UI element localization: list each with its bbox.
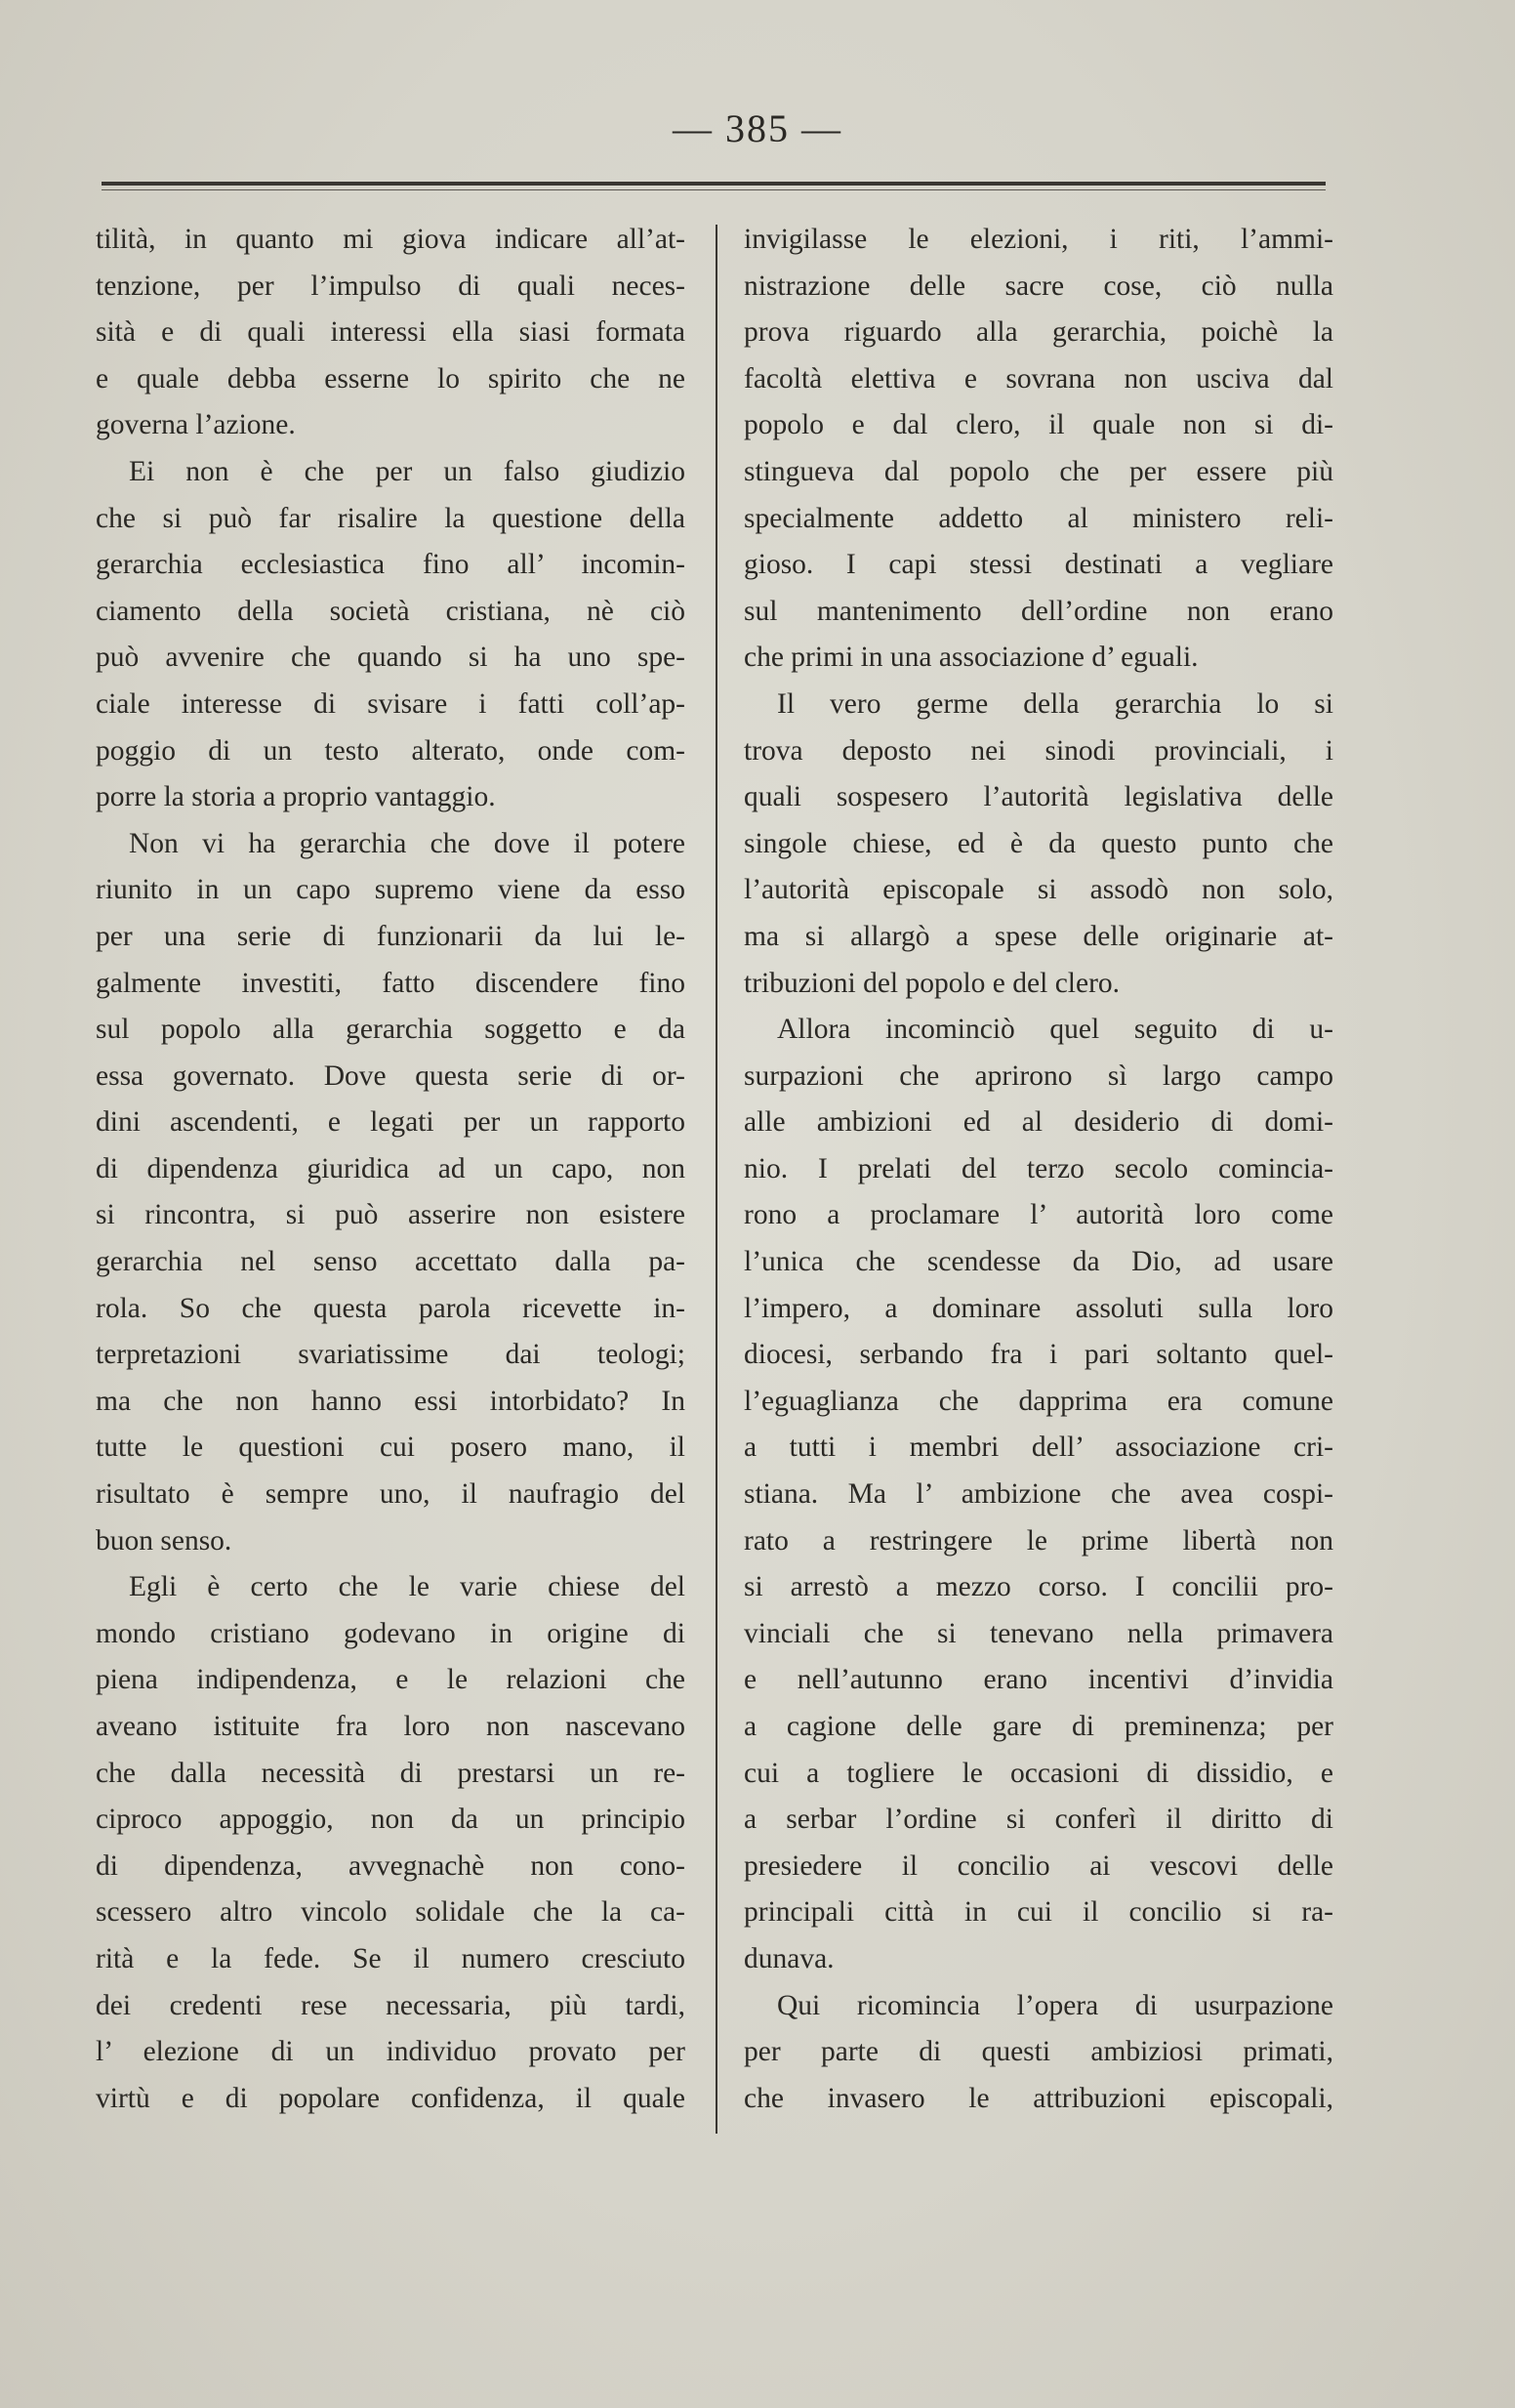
text-line: gerarchia nel senso accettato dalla pa-: [96, 1246, 685, 1278]
text-line: ciamento della società cristiana, nè ciò: [96, 595, 685, 627]
text-line: dunava.: [744, 1942, 835, 1974]
column-divider: [716, 225, 717, 2134]
text-line: che dalla necessità di prestarsi un re-: [96, 1757, 685, 1789]
text-line: poggio di un testo alterato, onde com-: [96, 734, 685, 767]
text-line: rità e la fede. Se il numero cresciuto: [96, 1942, 685, 1974]
text-line: risultato è sempre uno, il naufragio del: [96, 1478, 685, 1511]
text-line: si rincontra, si può asserire non esistere: [96, 1199, 685, 1231]
text-line: ma si allargò a spese delle originarie at-: [744, 920, 1333, 952]
text-line: a tutti i membri dell’ associazione cri-: [744, 1432, 1333, 1464]
text-line: governa l’azione.: [96, 409, 296, 441]
text-line: porre la storia a proprio vantaggio.: [96, 781, 496, 813]
text-line: l’autorità episcopale si assodò non solo,: [744, 874, 1333, 906]
text-line: quali sospesero l’autorità legislativa delle: [744, 781, 1333, 813]
text-line: dei credenti rese necessaria, più tardi,: [96, 1989, 685, 2021]
text-line: sul popolo alla gerarchia soggetto e da: [96, 1014, 685, 1046]
text-line: a cagione delle gare di preminenza; per: [744, 1711, 1333, 1742]
text-line: presiedere il concilio ai vescovi delle: [744, 1849, 1333, 1882]
text-line: essa governato. Dove questa serie di or-: [96, 1059, 685, 1092]
text-line: Egli è certo che le varie chiese del: [129, 1571, 685, 1603]
text-line: l’unica che scendesse da Dio, ad usare: [744, 1246, 1333, 1278]
header-rule-thin: [102, 189, 1326, 190]
text-line: alle ambizioni ed al desiderio di domi-: [744, 1106, 1333, 1139]
text-line: per una serie di funzionarii da lui le-: [96, 920, 685, 952]
text-line: si arrestò a mezzo corso. I concilii pro-: [744, 1571, 1333, 1603]
text-line: e nell’autunno erano incentivi d’invidia: [744, 1664, 1333, 1696]
text-line: dini ascendenti, e legati per un rapporto: [96, 1106, 685, 1139]
text-line: nistrazione delle sacre cose, ciò nulla: [744, 270, 1333, 302]
text-line: di dipendenza, avvegnachè non cono-: [96, 1849, 685, 1882]
text-line: tribuzioni del popolo e del clero.: [744, 967, 1121, 999]
text-line: virtù e di popolare confidenza, il quale: [96, 2082, 685, 2114]
text-line: Non vi ha gerarchia che dove il potere: [129, 827, 685, 859]
text-line: surpazioni che aprirono sì largo campo: [744, 1059, 1333, 1092]
text-line: vinciali che si tenevano nella primavera: [744, 1617, 1333, 1649]
text-line: a serbar l’ordine si conferì il diritto di: [744, 1804, 1333, 1836]
text-line: principali città in cui il concilio si ra-: [744, 1896, 1333, 1929]
text-line: trova deposto nei sinodi provinciali, i: [744, 734, 1333, 767]
text-line: popolo e dal clero, il quale non si di-: [744, 409, 1333, 441]
text-line: sità e di quali interessi ella siasi formata: [96, 316, 685, 349]
text-line: che primi in una associazione d’ eguali.: [744, 642, 1199, 674]
text-line: piena indipendenza, e le relazioni che: [96, 1664, 685, 1696]
text-line: galmente investiti, fatto discendere fino: [96, 967, 685, 999]
text-line: prova riguardo alla gerarchia, poichè la: [744, 316, 1333, 349]
text-line: Allora incominciò quel seguito di u-: [777, 1014, 1333, 1046]
text-line: gioso. I capi stessi destinati a vegliare: [744, 549, 1333, 581]
text-line: e quale debba esserne lo spirito che ne: [96, 362, 685, 394]
text-line: diocesi, serbando fra i pari soltanto quel-: [744, 1339, 1333, 1371]
text-line: tilità, in quanto mi giova indicare all’at-: [96, 224, 685, 255]
text-line: gerarchia ecclesiastica fino all’ incomin-: [96, 549, 685, 581]
text-line: cui a togliere le occasioni di dissidio, e: [744, 1757, 1333, 1789]
header-rule: [102, 182, 1326, 186]
text-line: buon senso.: [96, 1524, 232, 1557]
text-line: stingueva dal popolo che per essere più: [744, 455, 1333, 487]
text-line: rola. So che questa parola ricevette in-: [96, 1292, 685, 1324]
text-line: di dipendenza giuridica ad un capo, non: [96, 1152, 685, 1184]
text-line: ma che non hanno essi intorbidato? In: [96, 1385, 685, 1417]
text-line: tutte le questioni cui posero mano, il: [96, 1432, 685, 1464]
left-column: [96, 217, 685, 2122]
text-line: che si può far risalire la questione della: [96, 502, 685, 534]
text-line: l’ elezione di un individuo provato per: [96, 2036, 685, 2068]
text-line: scessero altro vincolo solidale che la ca-: [96, 1896, 685, 1929]
text-line: invigilasse le elezioni, i riti, l’ammi-: [744, 224, 1333, 255]
text-line: specialmente addetto al ministero reli-: [744, 502, 1333, 534]
text-line: stiana. Ma l’ ambizione che avea cospi-: [744, 1478, 1333, 1511]
text-line: tenzione, per l’impulso di quali neces-: [96, 270, 685, 302]
text-line: per parte di questi ambiziosi primati,: [744, 2036, 1333, 2068]
text-line: ciproco appoggio, non da un principio: [96, 1804, 685, 1836]
right-column: [744, 217, 1333, 2122]
text-line: singole chiese, ed è da questo punto che: [744, 827, 1333, 859]
text-line: mondo cristiano godevano in origine di: [96, 1617, 685, 1649]
text-line: può avvenire che quando si ha uno spe-: [96, 642, 685, 674]
text-line: rono a proclamare l’ autorità loro come: [744, 1199, 1333, 1231]
text-line: sul mantenimento dell’ordine non erano: [744, 595, 1333, 627]
text-line: l’eguaglianza che dapprima era comune: [744, 1385, 1333, 1417]
page-number: — 385 —: [673, 106, 842, 150]
text-line: ciale interesse di svisare i fatti coll’ap-: [96, 687, 685, 720]
text-line: Qui ricomincia l’opera di usurpazione: [777, 1989, 1333, 2021]
text-line: Il vero germe della gerarchia lo si: [777, 687, 1333, 720]
text-line: Ei non è che per un falso giudizio: [129, 455, 685, 487]
text-line: aveano istituite fra loro non nascevano: [96, 1711, 685, 1742]
text-line: nio. I prelati del terzo secolo comincia-: [744, 1152, 1333, 1184]
text-line: rato a restringere le prime libertà non: [744, 1524, 1333, 1557]
text-line: l’impero, a dominare assoluti sulla loro: [744, 1292, 1333, 1324]
text-line: che invasero le attribuzioni episcopali,: [744, 2082, 1333, 2114]
text-line: riunito in un capo supremo viene da esso: [96, 874, 685, 906]
text-line: terpretazioni svariatissime dai teologi;: [96, 1339, 685, 1371]
text-line: facoltà elettiva e sovrana non usciva dal: [744, 362, 1333, 394]
